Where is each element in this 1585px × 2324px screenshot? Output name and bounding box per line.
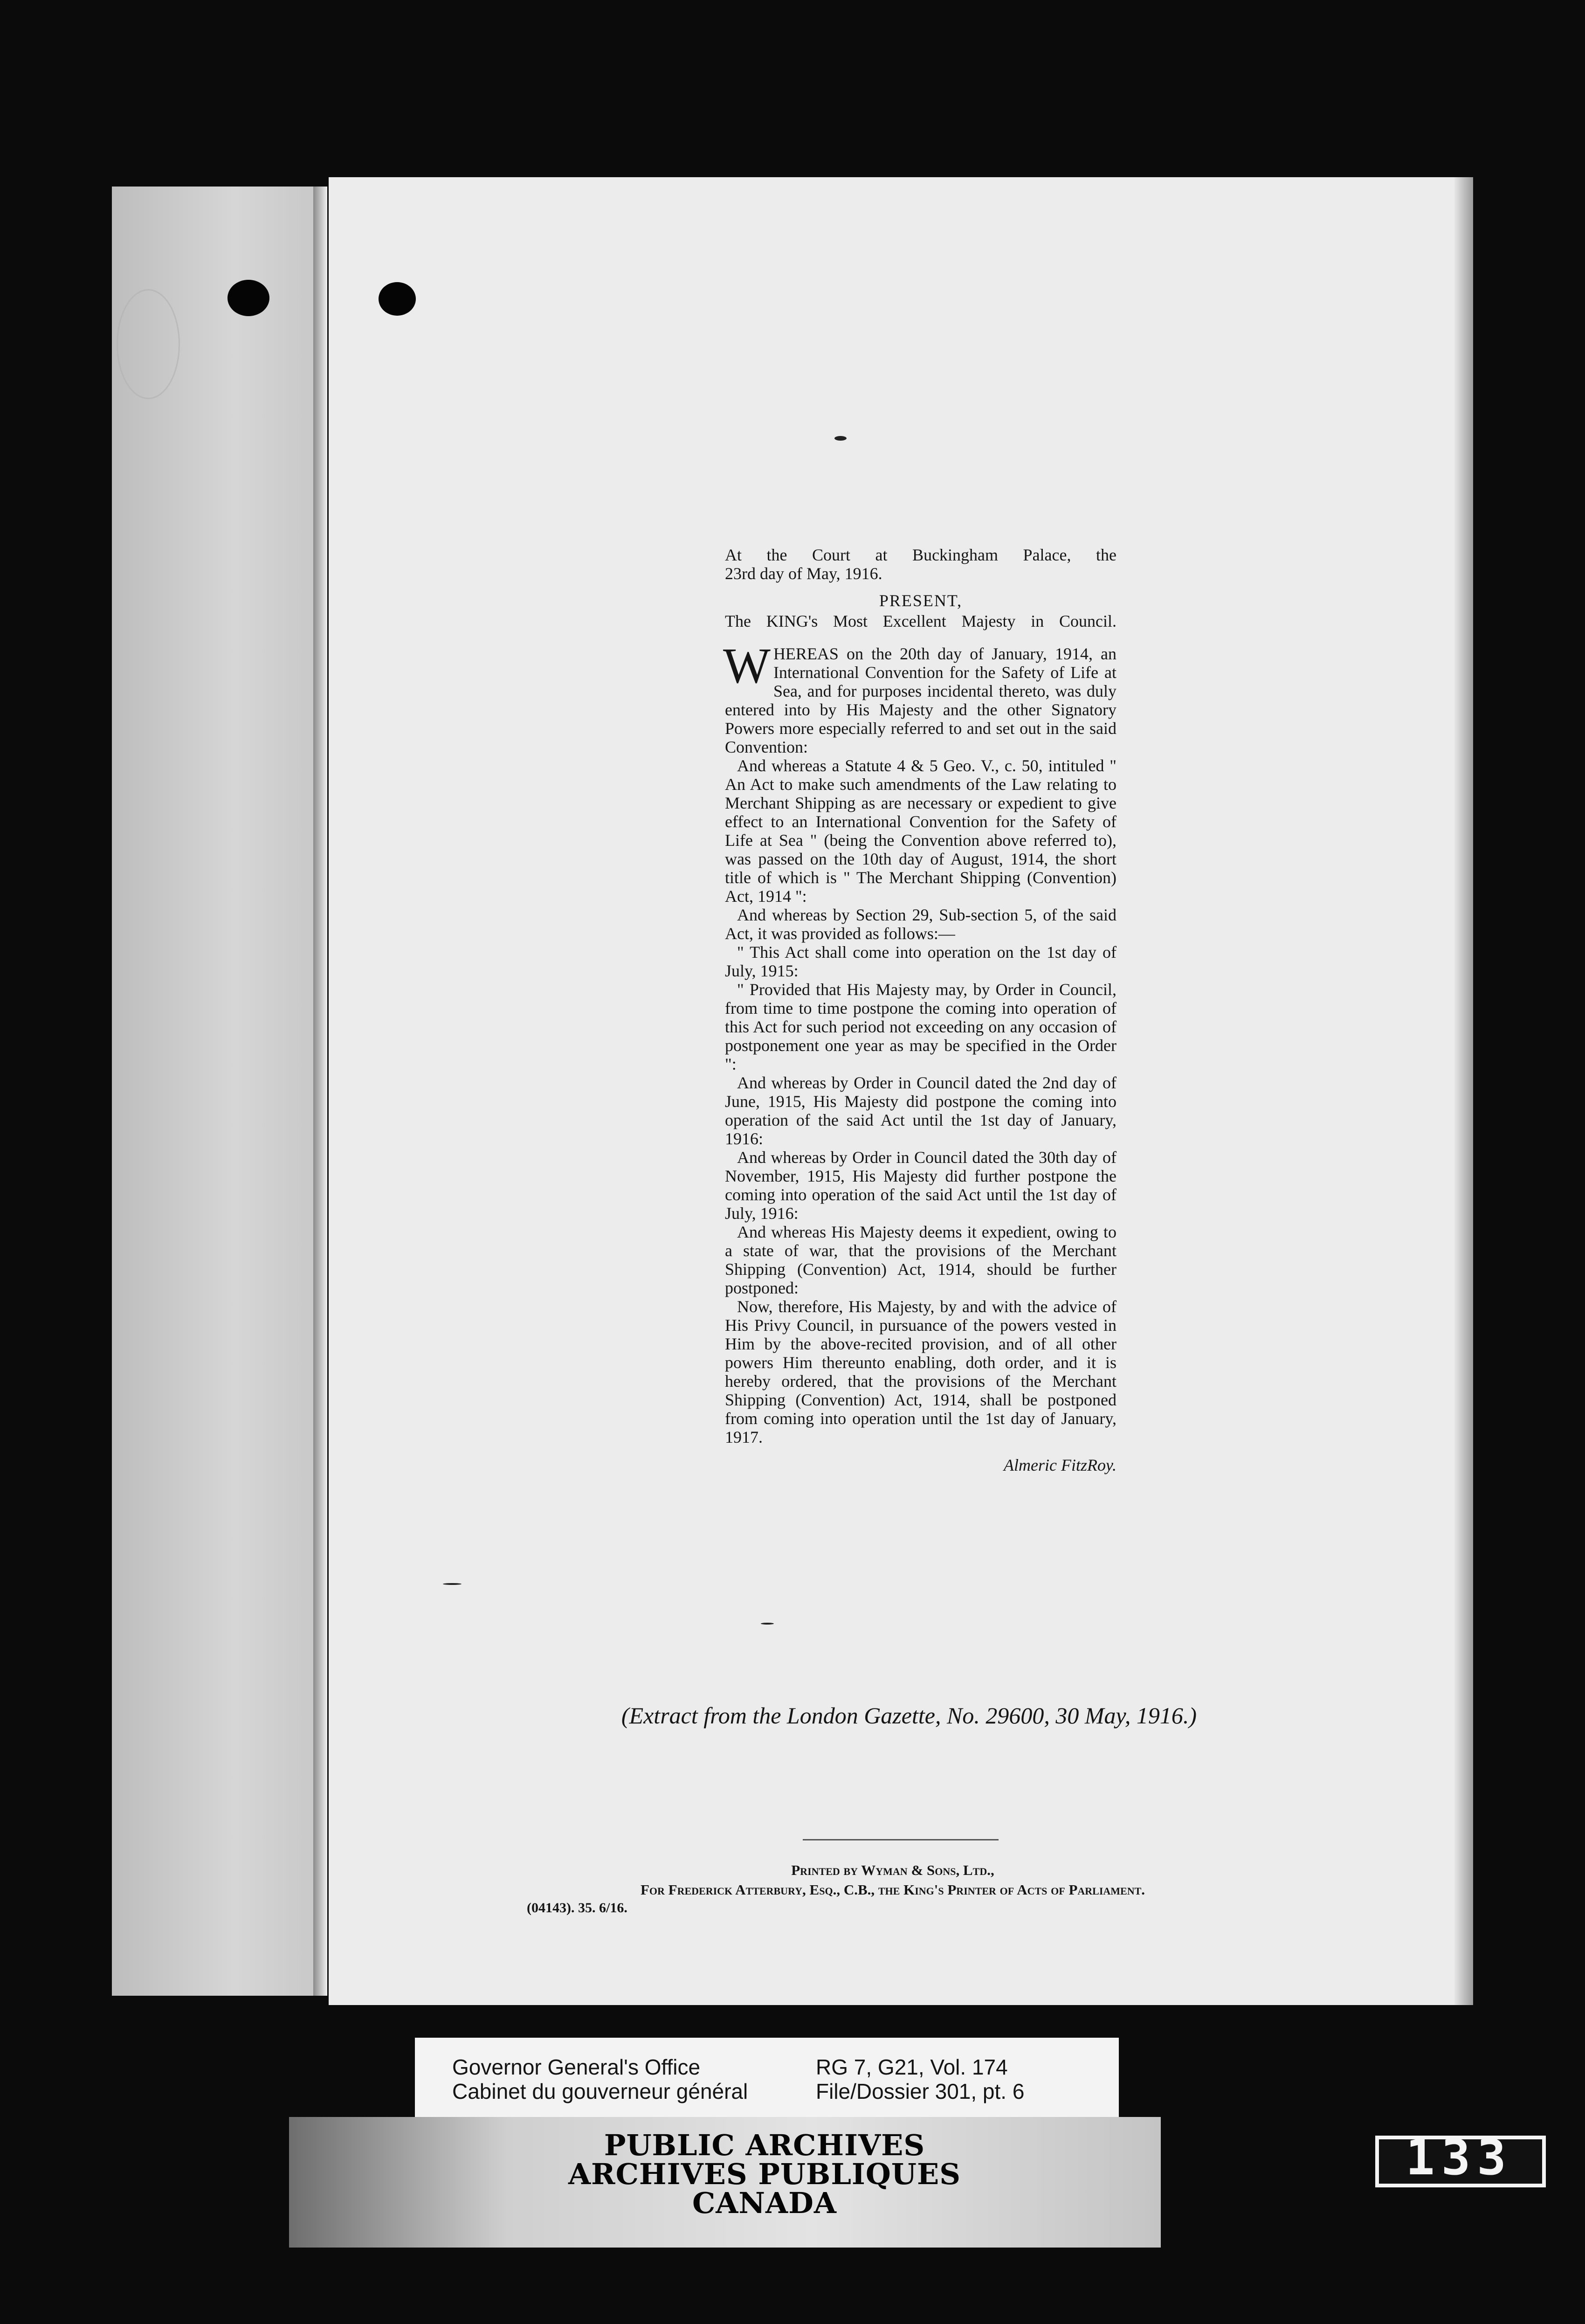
court-line: At the Court at Buckingham Palace, the	[725, 546, 1116, 564]
sheet-edge	[313, 187, 327, 1996]
frame-number: 133	[1406, 2129, 1513, 2186]
record-group: RG 7, G21, Vol. 174	[816, 2055, 1008, 2079]
embossed-seal	[117, 289, 180, 399]
archives-title	[550, 2128, 979, 2220]
recital-paragraph: And whereas by Order in Council dated the 30th day of November, 1915, His Majesty did further postpone the coming into operation of the said Act until the 1st day of July, 1916:	[725, 1148, 1116, 1223]
printer-for: For Frederick Atterbury, Esq., C.B., the King's Printer of Acts of Parliament.	[640, 1881, 1145, 1898]
archives-title-en: PUBLIC ARCHIVES	[604, 2128, 925, 2162]
punch-hole	[227, 280, 269, 316]
gazette-extract	[569, 1702, 1249, 1729]
punch-hole	[379, 282, 416, 316]
whereas-text: HEREAS on the 20th day of January, 1914, an International Convention for the Safety of Life at Sea, and for purposes incidental thereto, was duly entered into by His Majesty and the other Signatory Powers more especially referred to and set out in the said Convention:	[725, 644, 1116, 756]
divider	[803, 1839, 999, 1840]
office-french: Cabinet du gouverneur général	[452, 2079, 748, 2103]
speck	[443, 1583, 462, 1585]
recital-paragraph: And whereas a Statute 4 & 5 Geo. V., c. 50, intituled " An Act to make such amendments of the Law relating to Merchant Shipping as are necessary or expedient to give effect to an International Convention for the Safety of Life at Sea " (being the Convention above referred to), was passed on the 10th day of August, 1914, the short title of which is " The Merchant Shipping (Convention) Act, 1914 ":	[725, 756, 1116, 906]
order-in-council	[725, 546, 1116, 1474]
drop-cap: W	[723, 638, 771, 694]
recital-paragraph: And whereas His Majesty deems it expedient, owing to a state of war, that the provisions of the Merchant Shipping (Convention) Act, 1914, should be further postponed:	[725, 1223, 1116, 1297]
sheet-edge-right	[1454, 177, 1473, 2005]
gazette-extract-text: (Extract from the London Gazette, No. 29600, 30 May, 1916.)	[621, 1702, 1197, 1729]
file-reference: File/Dossier 301, pt. 6	[816, 2079, 1025, 2103]
operative-paragraph: Now, therefore, His Majesty, by and with the advice of His Privy Council, in pursuance of the powers vested in Him by the above-recited provision, and of all other powers Him thereunto enabling, doth order, and it is hereby ordered, that the provisions of the Merchant Shipping (Convention) Act, 1914, shall be postponed from coming into operation until the 1st day of January, 1917.	[725, 1297, 1116, 1446]
archives-title-fr: ARCHIVES PUBLIQUES	[568, 2157, 961, 2191]
recital-paragraph: And whereas by Order in Council dated the 2nd day of June, 1915, His Majesty did postpone the coming into operation of the said Act until the 1st day of January, 1916:	[725, 1073, 1116, 1148]
whereas-paragraph	[723, 638, 1116, 756]
quoted-proviso: " Provided that His Majesty may, by Order in Council, from time to time postpone the coming into operation of this Act for such period not exceeding on any occasion of postponement one year as may be specified in the Order ":	[725, 980, 1116, 1073]
archive-reference-label	[415, 2038, 1119, 2119]
recital-paragraph: And whereas by Section 29, Sub-section 5, of the said Act, it was provided as follows:—	[725, 906, 1116, 943]
speck	[834, 436, 847, 441]
printer-imprint	[559, 1861, 1226, 1900]
quoted-provision: " This Act shall come into operation on the 1st day of July, 1915:	[725, 943, 1116, 980]
adjacent-sheet	[112, 187, 317, 1996]
present-heading: PRESENT,	[879, 591, 963, 610]
office-english: Governor General's Office	[452, 2055, 701, 2079]
council-line: The KING's Most Excellent Majesty in Council.	[725, 612, 1116, 630]
speck	[761, 1623, 774, 1625]
clerk-signature: Almeric FitzRoy.	[1004, 1456, 1116, 1474]
printed-by: Printed by Wyman & Sons, Ltd.,	[791, 1862, 994, 1878]
court-date: 23rd day of May, 1916.	[725, 564, 882, 583]
print-code: (04143). 35. 6/16.	[527, 1900, 627, 1916]
archives-title-country: CANADA	[692, 2186, 837, 2220]
